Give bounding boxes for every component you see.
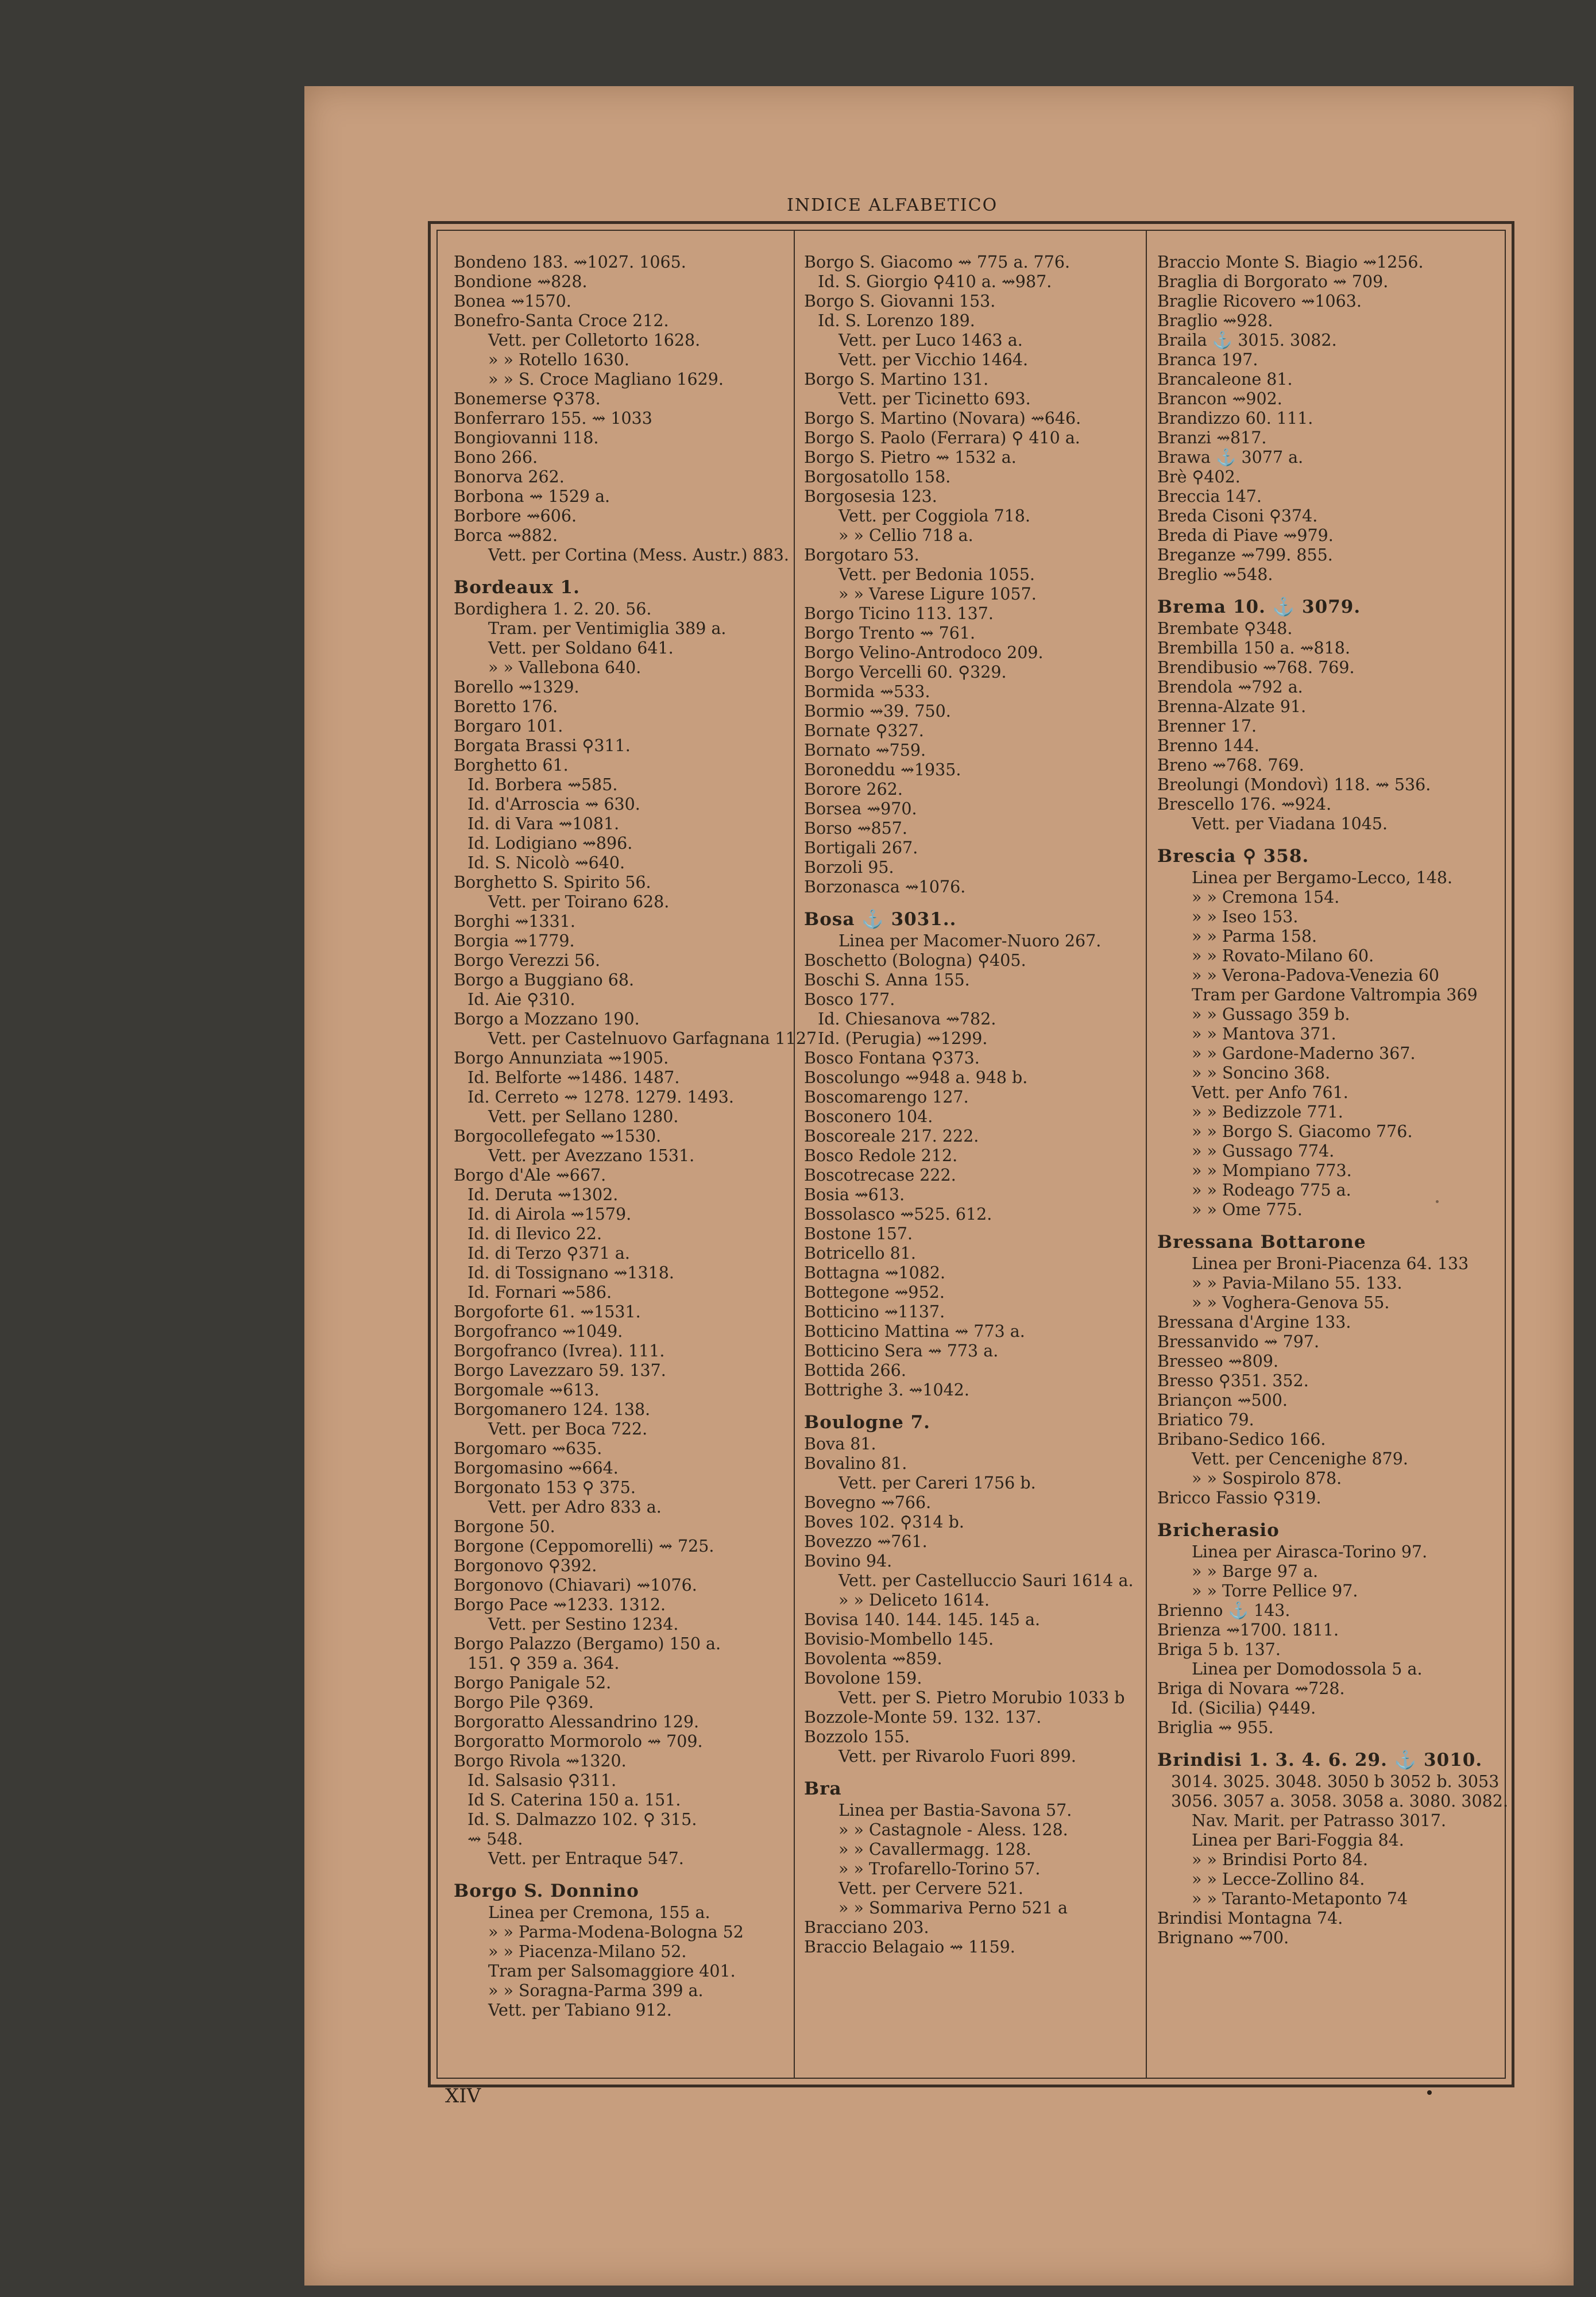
index-entry: Bondeno 183. ⇝1027. 1065. (454, 253, 686, 272)
index-entry: Bovalino 81. (804, 1454, 907, 1473)
index-entry: Tram per Salsomaggiore 401. (488, 1962, 736, 1981)
index-entry: Bracciano 203. (804, 1918, 929, 1937)
index-entry: » » Barge 97 a. (1192, 1562, 1319, 1581)
index-entry: Bozzolo 155. (804, 1727, 910, 1746)
index-entry: Bricco Fassio ⚲319. (1157, 1488, 1321, 1507)
index-entry: Brenno 144. (1157, 736, 1259, 755)
index-entry: 3014. 3025. 3048. 3050 b 3052 b. 3053 (1171, 1772, 1500, 1791)
index-entry: » » Borgo S. Giacomo 776. (1192, 1122, 1413, 1141)
index-entry: Brembilla 150 a. ⇝818. (1157, 639, 1351, 658)
index-heading: Bosa ⚓ 3031.. (804, 909, 957, 930)
index-entry: Bonea ⇝1570. (454, 292, 571, 311)
index-entry: Bormio ⇝39. 750. (804, 702, 951, 721)
index-entry: Borgo S. Paolo (Ferrara) ⚲ 410 a. (804, 428, 1080, 447)
index-entry: Vett. per Cervere 521. (838, 1879, 1023, 1898)
index-entry: Borgosatollo 158. (804, 467, 951, 486)
index-entry: » » Verona-Padova-Venezia 60 (1192, 966, 1440, 985)
index-entry: » » Sommariva Perno 521 a (838, 1898, 1068, 1917)
index-entry: Borgo Trento ⇝ 761. (804, 624, 976, 643)
index-entry: Id. (Perugia) ⇝1299. (818, 1029, 988, 1048)
index-entry: Boschetto (Bologna) ⚲405. (804, 951, 1026, 970)
index-entry: » » Voghera-Genova 55. (1192, 1293, 1390, 1312)
index-entry: Vett. per S. Pietro Morubio 1033 b (838, 1688, 1125, 1707)
index-entry: Bottegone ⇝952. (804, 1283, 945, 1302)
index-entry: Linea per Domodossola 5 a. (1192, 1660, 1423, 1679)
index-entry: Id. S. Nicolò ⇝640. (467, 853, 625, 872)
index-entry: Id. Aie ⚲310. (467, 990, 575, 1009)
index-entry: Brindisi Montagna 74. (1157, 1909, 1343, 1928)
index-entry: Braglia di Borgorato ⇝ 709. (1157, 272, 1389, 291)
index-entry: Vett. per Sellano 1280. (488, 1107, 679, 1126)
index-entry: Borore 262. (804, 780, 903, 799)
index-entry: Bosco Fontana ⚲373. (804, 1049, 980, 1068)
index-entry: Borgomale ⇝613. (454, 1380, 600, 1399)
index-heading: Brema 10. ⚓ 3079. (1157, 597, 1361, 617)
index-entry: Bressana d'Argine 133. (1157, 1313, 1351, 1332)
index-entry: Id. di Airola ⇝1579. (467, 1205, 632, 1224)
index-entry: Vett. per Luco 1463 a. (838, 331, 1023, 350)
index-entry: Borzoli 95. (804, 858, 894, 877)
index-heading: Boulogne 7. (804, 1412, 930, 1433)
index-entry: » » Cremona 154. (1192, 888, 1340, 907)
index-entry: Id. S. Lorenzo 189. (818, 311, 975, 330)
index-entry: Bornato ⇝759. (804, 741, 926, 760)
index-entry: Borgoforte 61. ⇝1531. (454, 1302, 641, 1321)
index-entry: » » Iseo 153. (1192, 907, 1299, 926)
index-entry: Vett. per Careri 1756 b. (838, 1474, 1036, 1492)
index-entry: Bornate ⚲327. (804, 721, 924, 740)
index-entry: Boroneddu ⇝1935. (804, 760, 961, 779)
index-entry: Borgo a Buggiano 68. (454, 970, 635, 989)
index-entry: » » S. Croce Magliano 1629. (488, 370, 724, 389)
index-entry: Bribano-Sedico 166. (1157, 1430, 1326, 1449)
index-entry: Botticino ⇝1137. (804, 1302, 945, 1321)
index-entry: Id S. Caterina 150 a. 151. (467, 1791, 681, 1809)
index-entry: Vett. per Toirano 628. (488, 892, 670, 911)
index-entry: Borgo a Mozzano 190. (454, 1010, 640, 1028)
index-entry: Bonferraro 155. ⇝ 1033 (454, 409, 652, 428)
index-entry: » » Gussago 774. (1192, 1142, 1335, 1161)
index-entry: Tram per Gardone Valtrompia 369 (1192, 985, 1478, 1004)
index-entry: Breganze ⇝799. 855. (1157, 546, 1333, 564)
index-entry: Vett. per Bedonia 1055. (838, 565, 1035, 584)
index-entry: Bovolenta ⇝859. (804, 1649, 942, 1668)
index-entry: Linea per Cremona, 155 a. (488, 1903, 710, 1922)
index-entry: Vett. per Rivarolo Fuori 899. (838, 1747, 1076, 1766)
index-entry: Vett. per Viadana 1045. (1192, 814, 1388, 833)
index-entry: Bossolasco ⇝525. 612. (804, 1205, 992, 1224)
index-entry: Vett. per Vicchio 1464. (838, 350, 1029, 369)
index-entry: Borzonasca ⇝1076. (804, 877, 966, 896)
index-entry: Borgofranco ⇝1049. (454, 1322, 623, 1341)
index-entry: » » Piacenza-Milano 52. (488, 1942, 687, 1961)
index-entry: Bosconero 104. (804, 1107, 933, 1126)
index-entry: Borsea ⇝970. (804, 799, 917, 818)
index-entry: Id. Borbera ⇝585. (467, 775, 618, 794)
index-entry: Botticino Sera ⇝ 773 a. (804, 1341, 999, 1360)
index-entry: Vett. per Boca 722. (488, 1420, 648, 1438)
index-entry: Borgomaro ⇝635. (454, 1439, 602, 1458)
index-heading: Bressana Bottarone (1157, 1232, 1366, 1252)
index-entry: Bovezzo ⇝761. (804, 1532, 928, 1551)
index-entry: Brancaleone 81. (1157, 370, 1293, 389)
index-entry: Braglio ⇝928. (1157, 311, 1273, 330)
index-entry: Vett. per Cortina (Mess. Austr.) 883. (488, 546, 789, 564)
index-entry: Bovisio-Mombello 145. (804, 1630, 994, 1649)
index-frame (428, 221, 1514, 2087)
index-entry: Borso ⇝857. (804, 819, 907, 838)
index-entry: Briga 5 b. 137. (1157, 1640, 1281, 1659)
index-entry: Borbore ⇝606. (454, 506, 577, 525)
ink-spot (1436, 1200, 1439, 1203)
index-entry: Brenna-Alzate 91. (1157, 697, 1307, 716)
index-entry: Tram. per Ventimiglia 389 a. (488, 619, 726, 638)
index-entry: » » Rotello 1630. (488, 350, 629, 369)
index-entry: Bovegno ⇝766. (804, 1493, 932, 1512)
index-entry: Id. Fornari ⇝586. (467, 1283, 612, 1302)
index-entry: Branzi ⇝817. (1157, 428, 1267, 447)
index-entry: Bonemerse ⚲378. (454, 389, 601, 408)
index-entry: Borghetto S. Spirito 56. (454, 873, 651, 892)
index-entry: » » Gardone-Maderno 367. (1192, 1044, 1416, 1063)
index-entry: Bondione ⇝828. (454, 272, 588, 291)
index-entry: Vett. per Tabiano 912. (488, 2001, 672, 2020)
index-entry: Breccia 147. (1157, 487, 1262, 506)
index-entry: Borgo S. Giovanni 153. (804, 292, 996, 311)
index-entry: Boscomarengo 127. (804, 1088, 969, 1107)
index-entry: Breglio ⇝548. (1157, 565, 1273, 584)
index-column-3 (1157, 253, 1508, 1948)
index-entry: » » Soncino 368. (1192, 1064, 1331, 1082)
index-entry: Borgo d'Ale ⇝667. (454, 1166, 606, 1185)
index-entry: Borgo Velino-Antrodoco 209. (804, 643, 1044, 662)
index-entry: » » Soragna-Parma 399 a. (488, 1981, 704, 2000)
index-entry: Bottida 266. (804, 1361, 906, 1380)
index-entry: Brignano ⇝700. (1157, 1928, 1289, 1947)
index-entry: » » Torre Pellice 97. (1192, 1581, 1358, 1600)
index-entry: Vett. per Coggiola 718. (838, 506, 1030, 525)
index-entry: Id. Lodigiano ⇝896. (467, 834, 633, 853)
index-entry: Braglie Ricovero ⇝1063. (1157, 292, 1362, 311)
index-entry: Id. Belforte ⇝1486. 1487. (467, 1068, 680, 1087)
index-entry: Linea per Bari-Foggia 84. (1192, 1831, 1404, 1850)
index-entry: Bormida ⇝533. (804, 682, 930, 701)
index-entry: Vett. per Castelluccio Sauri 1614 a. (838, 1571, 1134, 1590)
index-entry: Id. di Vara ⇝1081. (467, 814, 620, 833)
index-entry: Borgo Pile ⚲369. (454, 1693, 594, 1712)
index-entry: Brienza ⇝1700. 1811. (1157, 1621, 1339, 1639)
index-entry: Borgo Panigale 52. (454, 1673, 612, 1692)
index-entry: Borgofranco (Ivrea). 111. (454, 1341, 665, 1360)
index-entry: Borgo S. Pietro ⇝ 1532 a. (804, 448, 1017, 467)
index-entry: Borgonato 153 ⚲ 375. (454, 1478, 636, 1497)
index-entry: Borgata Brassi ⚲311. (454, 736, 631, 755)
index-entry: Vett. per Avezzano 1531. (488, 1146, 695, 1165)
index-entry: Vett. per Castelnuovo Garfagnana 1127 (488, 1029, 817, 1048)
index-entry: Borbona ⇝ 1529 a. (454, 487, 610, 506)
index-entry: Borgomanero 124. 138. (454, 1400, 651, 1419)
index-entry: Vett. per Cencenighe 879. (1192, 1449, 1408, 1468)
index-column-1 (454, 253, 817, 2020)
index-entry: Id. d'Arroscia ⇝ 630. (467, 795, 640, 814)
index-entry: Bosia ⇝613. (804, 1185, 905, 1204)
index-entry: Bressanvido ⇝ 797. (1157, 1332, 1320, 1351)
index-entry: Brandizzo 60. 111. (1157, 409, 1313, 428)
index-entry: Boretto 176. (454, 697, 558, 716)
index-entry: Bottagna ⇝1082. (804, 1263, 946, 1282)
index-entry: Breda Cisoni ⚲374. (1157, 506, 1318, 525)
index-heading: Borgo S. Donnino (454, 1881, 639, 1901)
index-entry: Borgo S. Giacomo ⇝ 775 a. 776. (804, 253, 1071, 272)
index-entry: » » Mantova 371. (1192, 1024, 1336, 1043)
index-entry: Bresseo ⇝809. (1157, 1352, 1279, 1371)
index-entry: Borgocollefegato ⇝1530. (454, 1127, 662, 1146)
index-entry: Borgo Ticino 113. 137. (804, 604, 994, 623)
index-entry: Id. Deruta ⇝1302. (467, 1185, 619, 1204)
index-entry: Vett. per Adro 833 a. (488, 1498, 662, 1517)
index-entry: Vett. per Anfo 761. (1192, 1083, 1348, 1102)
index-entry: Bovino 94. (804, 1552, 892, 1571)
index-entry: Id. di Terzo ⚲371 a. (467, 1244, 630, 1263)
index-entry: » » Lecce-Zollino 84. (1192, 1870, 1365, 1889)
index-entry: Vett. per Entraque 547. (488, 1849, 684, 1868)
index-entry: Borello ⇝1329. (454, 678, 579, 697)
index-heading: Brindisi 1. 3. 4. 6. 29. ⚓ 3010. (1157, 1750, 1483, 1770)
index-entry: Brawa ⚓ 3077 a. (1157, 448, 1304, 467)
index-entry: » » Ome 775. (1192, 1200, 1303, 1219)
index-entry: Bosco 177. (804, 990, 895, 1009)
index-entry: » » Parma 158. (1192, 927, 1317, 946)
index-entry: Bozzole-Monte 59. 132. 137. (804, 1708, 1042, 1727)
index-entry: Borgo Pace ⇝1233. 1312. (454, 1595, 666, 1614)
ink-spot (1427, 2090, 1432, 2095)
index-heading: Brescia ⚲ 358. (1157, 846, 1309, 867)
index-entry: Borgotaro 53. (804, 546, 919, 564)
index-entry: Id. S. Giorgio ⚲410 a. ⇝987. (818, 272, 1052, 291)
index-entry: Bongiovanni 118. (454, 428, 599, 447)
index-entry: Briatico 79. (1157, 1410, 1254, 1429)
index-entry: » » Deliceto 1614. (838, 1591, 990, 1610)
index-entry: Linea per Airasca-Torino 97. (1192, 1542, 1428, 1561)
index-entry: » » Cellio 718 a. (838, 526, 973, 545)
index-entry: Borghi ⇝1331. (454, 912, 575, 931)
index-entry: Bovisa 140. 144. 145. 145 a. (804, 1610, 1041, 1629)
index-entry: Borgoratto Mormorolo ⇝ 709. (454, 1732, 703, 1751)
index-entry: » » Cavallermagg. 128. (838, 1840, 1031, 1859)
index-entry: Id. Salsasio ⚲311. (467, 1771, 617, 1790)
index-entry: Brienno ⚓ 143. (1157, 1601, 1290, 1620)
index-entry: » » Sospirolo 878. (1192, 1469, 1342, 1488)
index-entry: Breolungi (Mondovì) 118. ⇝ 536. (1157, 775, 1431, 794)
index-heading: Bra (804, 1778, 842, 1799)
index-entry: Boves 102. ⚲314 b. (804, 1513, 964, 1532)
index-entry: Borgonovo ⚲392. (454, 1556, 597, 1575)
index-entry: Id. di Tossignano ⇝1318. (467, 1263, 674, 1282)
index-entry: Borgo Lavezzaro 59. 137. (454, 1361, 666, 1380)
index-entry: » » Parma-Modena-Bologna 52 (488, 1923, 744, 1942)
index-entry: » » Varese Ligure 1057. (838, 585, 1037, 604)
index-entry: Boscolungo ⇝948 a. 948 b. (804, 1068, 1028, 1087)
index-entry: Braccio Monte S. Biagio ⇝1256. (1157, 253, 1424, 272)
index-entry: Bostone 157. (804, 1224, 913, 1243)
index-entry: Bordighera 1. 2. 20. 56. (454, 600, 652, 618)
index-entry: Borgone (Ceppomorelli) ⇝ 725. (454, 1537, 714, 1556)
index-entry: Botricello 81. (804, 1244, 916, 1263)
index-entry: Brancon ⇝902. (1157, 389, 1282, 408)
index-entry: Botticino Mattina ⇝ 773 a. (804, 1322, 1025, 1341)
index-entry: Borgone 50. (454, 1517, 555, 1536)
index-column-2 (804, 253, 1149, 1957)
index-entry: Briançon ⇝500. (1157, 1391, 1288, 1410)
index-entry: Vett. per Sestino 1234. (488, 1615, 679, 1634)
index-entry: » » Rovato-Milano 60. (1192, 946, 1374, 965)
index-entry: Bortigali 267. (804, 838, 918, 857)
index-entry: Bresso ⚲351. 352. (1157, 1371, 1309, 1390)
index-entry: Borgonovo (Chiavari) ⇝1076. (454, 1576, 697, 1595)
index-entry: Brendola ⇝792 a. (1157, 678, 1303, 697)
index-entry: Vett. per Ticinetto 693. (838, 389, 1031, 408)
index-entry: ⇝ 548. (467, 1830, 523, 1849)
index-entry: Borgomasino ⇝664. (454, 1459, 619, 1478)
index-entry: » » Rodeago 775 a. (1192, 1181, 1351, 1200)
index-entry: » » Brindisi Porto 84. (1192, 1850, 1368, 1869)
index-entry: Bottrighe 3. ⇝1042. (804, 1380, 969, 1399)
index-entry: » » Pavia-Milano 55. 133. (1192, 1274, 1402, 1293)
index-entry: Id. (Sicilia) ⚲449. (1171, 1699, 1316, 1718)
index-entry: Bosco Redole 212. (804, 1146, 958, 1165)
index-entry: » » Mompiano 773. (1192, 1161, 1352, 1180)
index-entry: 151. ⚲ 359 a. 364. (467, 1654, 620, 1673)
index-entry: Breno ⇝768. 769. (1157, 756, 1304, 775)
index-entry: » » Vallebona 640. (488, 658, 642, 677)
index-entry: Braccio Belagaio ⇝ 1159. (804, 1938, 1015, 1956)
index-entry: Briglia ⇝ 955. (1157, 1718, 1274, 1737)
index-entry: Borgo S. Martino (Novara) ⇝646. (804, 409, 1081, 428)
index-heading: Bordeaux 1. (454, 577, 580, 598)
index-entry: Breda di Piave ⇝979. (1157, 526, 1334, 545)
index-entry: Brendibusio ⇝768. 769. (1157, 658, 1355, 677)
index-entry: Brembate ⚲348. (1157, 619, 1293, 638)
index-entry: Linea per Macomer-Nuoro 267. (838, 931, 1102, 950)
index-entry: Boscoreale 217. 222. (804, 1127, 979, 1146)
index-entry: Brenner 17. (1157, 717, 1257, 736)
index-entry: Borgia ⇝1779. (454, 931, 575, 950)
index-entry: Borgo S. Martino 131. (804, 370, 989, 389)
index-entry: Bonorva 262. (454, 467, 565, 486)
index-entry: Braila ⚓ 3015. 3082. (1157, 331, 1337, 350)
index-entry: Vett. per Soldano 641. (488, 639, 674, 658)
page-title: INDICE ALFABETICO (787, 195, 998, 215)
index-entry: Brè ⚲402. (1157, 467, 1241, 486)
index-entry: Boscotrecase 222. (804, 1166, 956, 1185)
index-heading: Bricherasio (1157, 1520, 1280, 1541)
index-entry: Borgo Verezzi 56. (454, 951, 601, 970)
index-entry: » » Castagnole - Aless. 128. (838, 1820, 1068, 1839)
index-entry: Briga di Novara ⇝728. (1157, 1679, 1345, 1698)
index-entry: Branca 197. (1157, 350, 1258, 369)
index-entry: Bonefro-Santa Croce 212. (454, 311, 669, 330)
index-entry: Borgoratto Alessandrino 129. (454, 1712, 700, 1731)
index-entry: Bova 81. (804, 1434, 876, 1453)
index-entry: » » Taranto-Metaponto 74 (1192, 1889, 1408, 1908)
index-entry: Id. Cerreto ⇝ 1278. 1279. 1493. (467, 1088, 734, 1107)
index-entry: Borgaro 101. (454, 717, 563, 736)
index-entry: Borgosesia 123. (804, 487, 937, 506)
index-entry: Id. di Ilevico 22. (467, 1224, 602, 1243)
index-entry: Linea per Bergamo-Lecco, 148. (1192, 868, 1453, 887)
index-entry: Boschi S. Anna 155. (804, 970, 970, 989)
index-entry: Linea per Broni-Piacenza 64. 133 (1192, 1254, 1469, 1273)
index-entry: 3056. 3057 a. 3058. 3058 a. 3080. 3082. (1171, 1792, 1508, 1811)
index-entry: » » Trofarello-Torino 57. (838, 1859, 1041, 1878)
index-entry: Borca ⇝882. (454, 526, 558, 545)
page-number: XIV (445, 2085, 481, 2107)
index-entry: Bono 266. (454, 448, 538, 467)
index-entry: Id. S. Dalmazzo 102. ⚲ 315. (467, 1810, 697, 1829)
index-entry: Id. Chiesanova ⇝782. (818, 1010, 996, 1028)
index-entry: Borgo Rivola ⇝1320. (454, 1751, 627, 1770)
index-entry: » » Bedizzole 771. (1192, 1103, 1343, 1122)
index-entry: » » Gussago 359 b. (1192, 1005, 1350, 1024)
index-entry: Brescello 176. ⇝924. (1157, 795, 1332, 814)
index-entry: Borgo Annunziata ⇝1905. (454, 1049, 669, 1068)
index-entry: Borghetto 61. (454, 756, 569, 775)
index-entry: Linea per Bastia-Savona 57. (838, 1801, 1072, 1820)
index-entry: Borgo Palazzo (Bergamo) 150 a. (454, 1634, 721, 1653)
index-entry: Vett. per Colletorto 1628. (488, 331, 701, 350)
index-entry: Nav. Marit. per Patrasso 3017. (1192, 1811, 1447, 1830)
index-entry: Bovolone 159. (804, 1669, 922, 1688)
index-entry: Borgo Vercelli 60. ⚲329. (804, 663, 1007, 682)
